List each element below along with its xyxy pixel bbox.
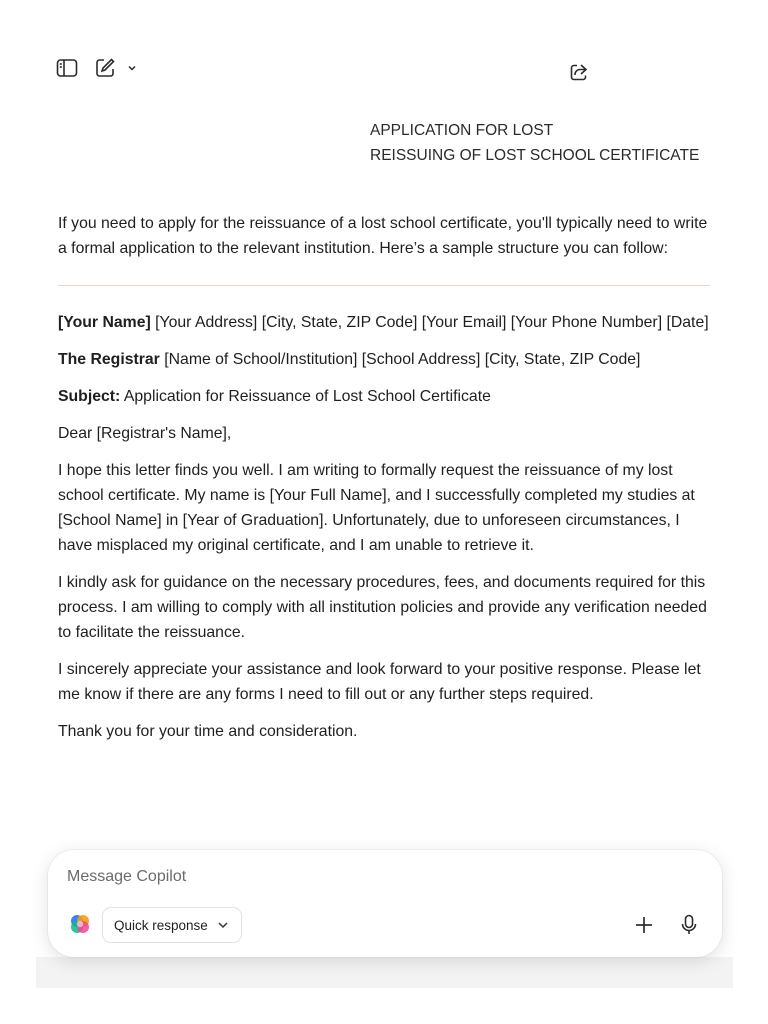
- chevron-down-icon[interactable]: [125, 61, 139, 75]
- letter-salutation: Dear [Registrar's Name],: [58, 425, 232, 442]
- share-icon[interactable]: [567, 60, 591, 84]
- sender-name: [Your Name]: [58, 314, 151, 331]
- chevron-down-icon: [217, 921, 229, 929]
- sender-details: [Your Address] [City, State, ZIP Code] [Your Email] [Your Phone Number] [Date]: [150, 314, 709, 331]
- letter-body-paragraph: I kindly ask for guidance on the necessary procedures, fees, and documents required for this process. I am willing to comply with all institution policies and provide any verification needed to facilitate the reissuance.: [58, 574, 707, 641]
- letter-body-paragraph: I sincerely appreciate your assistance and look forward to your positive response. Please let me know if there are any forms I need to fill out or any further steps required.: [58, 661, 701, 703]
- message-composer: [48, 850, 722, 957]
- microphone-icon[interactable]: [678, 913, 700, 937]
- user-message-line: REISSUING OF LOST SCHOOL CERTIFICATE: [370, 147, 700, 164]
- letter-recipient: [58, 347, 710, 372]
- user-message-line: APPLICATION FOR LOST: [370, 122, 554, 139]
- copilot-logo-icon: [69, 913, 91, 935]
- top-toolbar: [55, 56, 139, 80]
- letter-subject: [58, 384, 710, 409]
- message-input[interactable]: Message Copilot: [67, 868, 187, 885]
- user-message: [370, 118, 699, 168]
- divider: [58, 285, 710, 286]
- letter-sender: [58, 310, 710, 335]
- subject-label: Subject:: [58, 388, 121, 405]
- assistant-response: [58, 211, 710, 756]
- sidebar-icon[interactable]: [55, 56, 79, 80]
- letter-closing: Thank you for your time and consideration.: [58, 723, 358, 740]
- recipient-title: The Registrar: [58, 351, 160, 368]
- response-intro: If you need to apply for the reissuance of a lost school certificate, you'll typically need to write a formal application to the relevant institution. Here’s a sample structure you can follow:: [58, 215, 708, 257]
- response-mode-dropdown[interactable]: [102, 907, 242, 943]
- composer-backdrop: [36, 957, 733, 988]
- plus-icon[interactable]: [633, 914, 655, 936]
- new-chat-icon[interactable]: [93, 56, 117, 80]
- response-mode-label: Quick response: [114, 917, 208, 933]
- recipient-details: [Name of School/Institution] [School Address] [City, State, ZIP Code]: [159, 351, 641, 368]
- letter-body-paragraph: I hope this letter finds you well. I am writing to formally request the reissuance of my lost school certificate. My name is [Your Full Name], and I successfully completed my studies at [School Name] in [Year of Graduation]. Unfortunately, due to unforeseen circumstances, I have misplaced my original certificate, and I am unable to retrieve it.: [58, 462, 695, 554]
- subject-text: Application for Reissuance of Lost School Certificate: [120, 388, 491, 405]
